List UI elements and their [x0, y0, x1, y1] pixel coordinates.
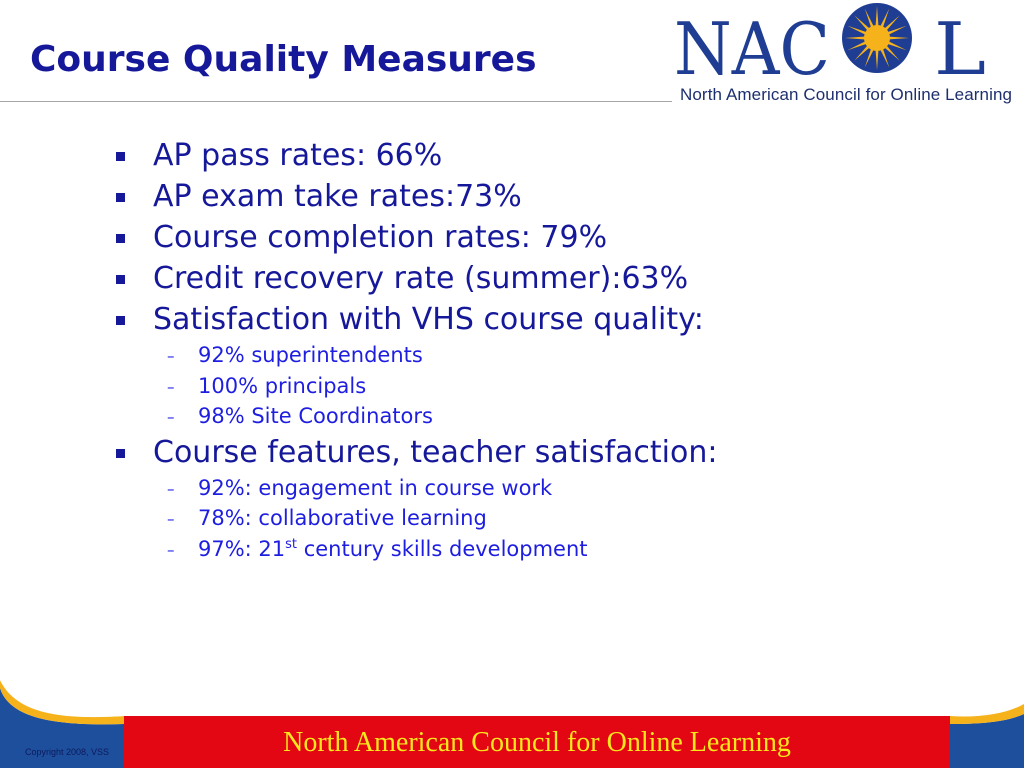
- sub-bullet-item: [0, 340, 1024, 371]
- bullet-text: Course completion rates: 79%: [153, 220, 608, 255]
- logo-tagline: North American Council for Online Learning: [680, 85, 1013, 104]
- bullet-list: [0, 135, 1024, 564]
- bullet-text: Course features, teacher satisfaction:: [153, 434, 718, 470]
- bullet-text: 100% principals: [198, 373, 367, 398]
- square-bullet-icon: [116, 275, 125, 284]
- slide-title: Course Quality Measures: [30, 39, 537, 80]
- bullet-text: 92%: engagement in course work: [198, 475, 553, 500]
- dash-bullet-icon: –: [167, 377, 175, 396]
- dash-bullet-icon: –: [167, 408, 175, 426]
- nacol-wordmark: [672, 0, 1024, 84]
- sub-bullet-item: [0, 473, 1024, 504]
- bullet-item: [0, 135, 1024, 176]
- square-bullet-icon: [116, 449, 125, 458]
- dash-bullet-icon: –: [167, 540, 175, 559]
- bullet-item: [0, 217, 1024, 258]
- logo-wordmark-right: L: [934, 7, 986, 84]
- square-bullet-icon: [116, 234, 125, 243]
- bullet-text: Satisfaction with VHS course quality:: [153, 302, 704, 337]
- star-icon: [842, 3, 912, 73]
- square-bullet-icon: [116, 193, 125, 202]
- dash-bullet-icon: –: [167, 347, 175, 365]
- sub-bullet-item: [0, 503, 1024, 534]
- dash-bullet-icon: –: [167, 510, 175, 528]
- bullet-text-suffix: century skills development: [297, 536, 588, 561]
- footer-swoosh-right: [950, 680, 1024, 768]
- bullet-text: Credit recovery rate (summer):63%: [153, 261, 689, 296]
- bullet-text: AP pass rates: 66%: [153, 138, 443, 173]
- footer-banner-text: North American Council for Online Learning: [283, 727, 791, 758]
- bullet-item: [0, 258, 1024, 299]
- bullet-text: 97%: 21: [198, 536, 286, 561]
- bullet-item: [0, 432, 1024, 473]
- sub-bullet-item: [0, 371, 1024, 402]
- square-bullet-icon: [116, 152, 125, 161]
- dash-bullet-icon: –: [167, 479, 175, 498]
- copyright-notice: Copyright 2008, VSS: [25, 747, 110, 757]
- sub-bullet-item: [0, 401, 1024, 432]
- sub-bullet-item: [0, 534, 1024, 565]
- nacol-logo: [672, 0, 1024, 108]
- footer-banner: [124, 716, 950, 768]
- bullet-text: 78%: collaborative learning: [198, 506, 487, 530]
- bullet-text: 92% superintendents: [198, 343, 423, 367]
- bullet-text: 98% Site Coordinators: [198, 404, 433, 428]
- bullet-item: [0, 299, 1024, 340]
- square-bullet-icon: [116, 316, 125, 325]
- bullet-item: [0, 176, 1024, 217]
- ordinal-suffix: st: [285, 536, 298, 552]
- bullet-text: AP exam take rates:73%: [153, 179, 522, 214]
- title-divider: [0, 101, 672, 102]
- logo-wordmark-left: NAC: [674, 7, 830, 84]
